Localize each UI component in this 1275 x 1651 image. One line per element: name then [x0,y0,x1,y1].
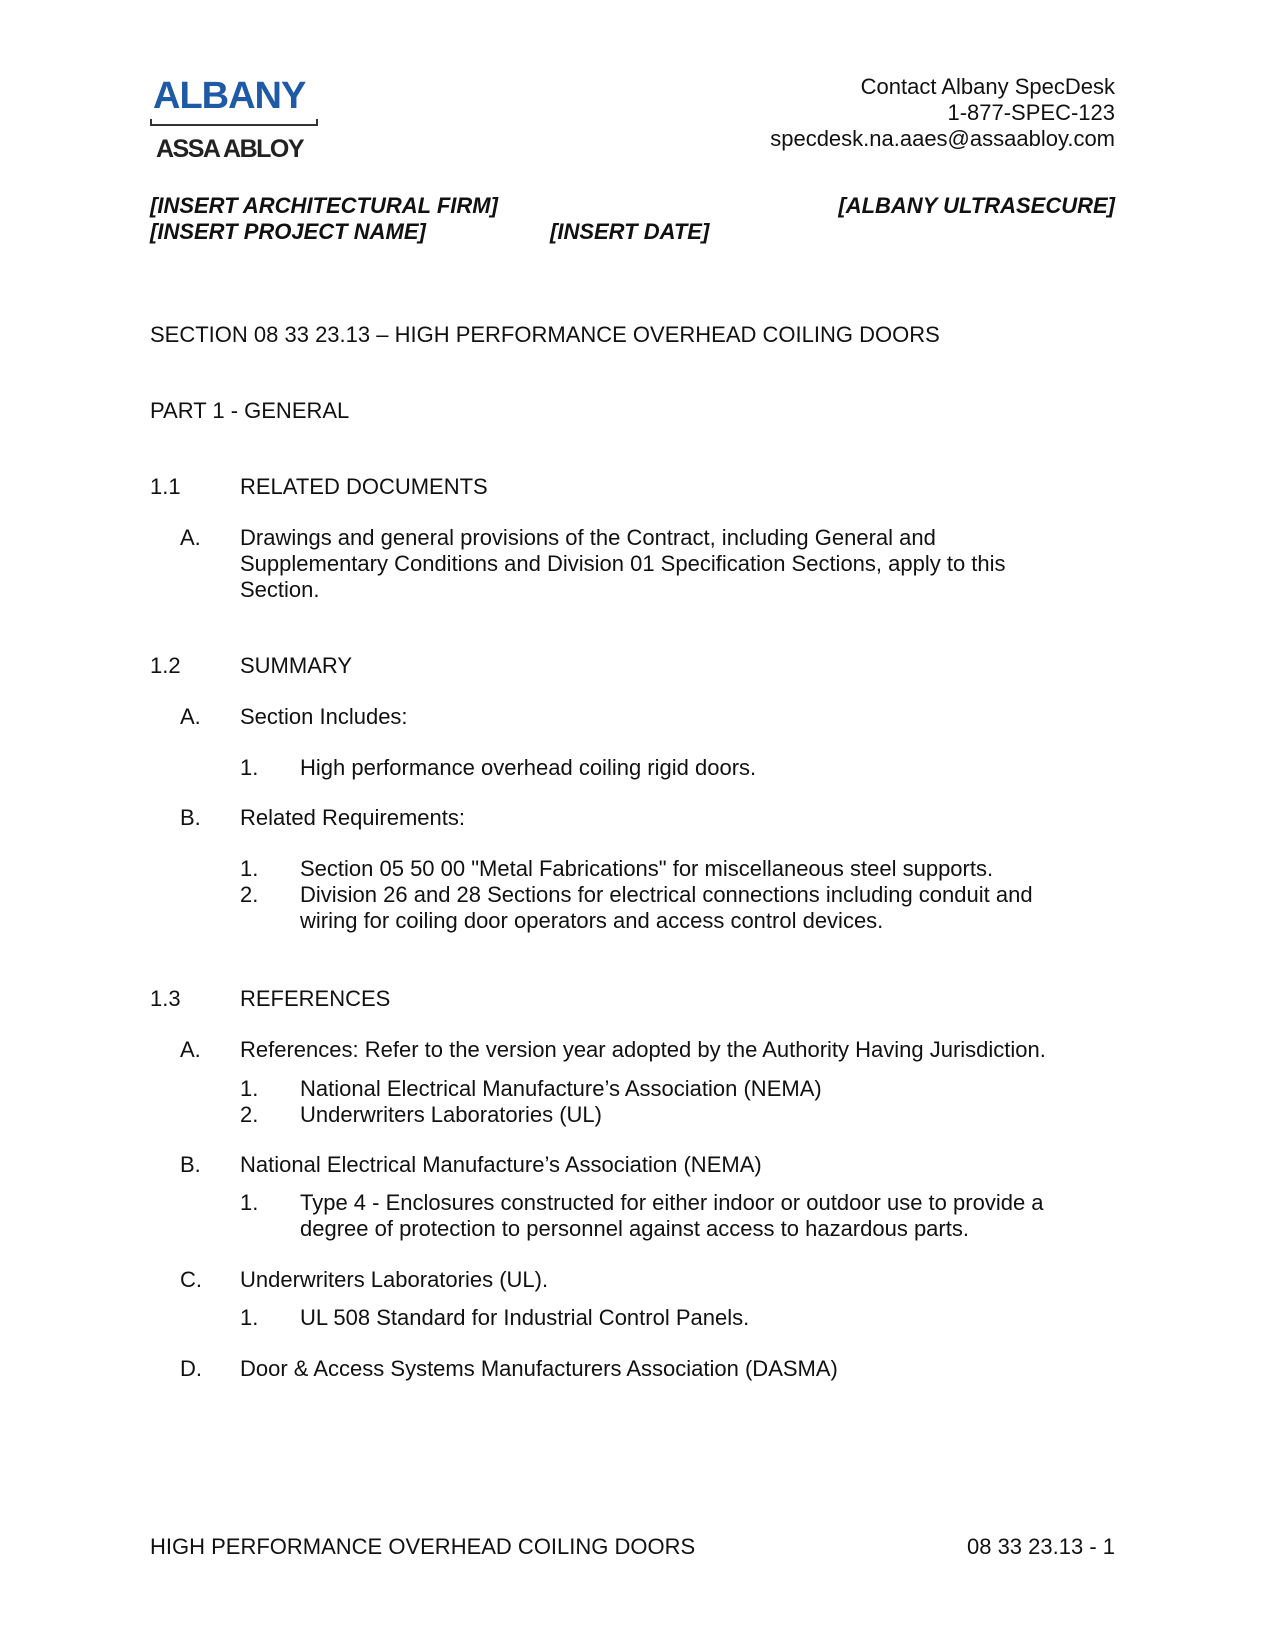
article-title: SUMMARY [240,653,353,678]
date-placeholder: [INSERT DATE] [550,219,710,244]
logo-divider-tick-right [316,119,318,126]
subparagraph-text-line: wiring for coiling door operators and access control devices. [300,908,884,933]
subparagraph-text: National Electrical Manufacture’s Association (NEMA) [300,1076,822,1101]
article-title: REFERENCES [240,986,391,1011]
logo-divider-tick-left [150,119,152,126]
paragraph-label: B. [180,805,201,830]
article-number: 1.1 [150,474,181,499]
project-name-placeholder: [INSERT PROJECT NAME] [150,219,426,244]
paragraph-label: D. [180,1356,202,1381]
subparagraph-label: 1. [240,1305,259,1330]
paragraph-text-line: Drawings and general provisions of the Contract, including General and [240,525,936,550]
article-title: RELATED DOCUMENTS [240,474,488,499]
subparagraph-label: 2. [240,882,259,907]
article-number: 1.3 [150,986,181,1011]
subparagraph-text-line: Type 4 - Enclosures constructed for either indoor or outdoor use to provide a [300,1190,1044,1215]
contact-email: specdesk.na.aaes@assaabloy.com [770,126,1115,151]
subparagraph-label: 1. [240,1190,259,1215]
albany-logo-text: ALBANY [153,75,306,117]
footer-title: HIGH PERFORMANCE OVERHEAD COILING DOORS [150,1534,696,1559]
paragraph-label: B. [180,1152,201,1177]
contact-phone: 1-877-SPEC-123 [947,100,1115,125]
paragraph-text: References: Refer to the version year adopted by the Authority Having Jurisdiction. [240,1037,1046,1062]
part-title: PART 1 - GENERAL [150,398,350,423]
paragraph-text: Section Includes: [240,704,408,729]
subparagraph-label: 1. [240,755,259,780]
subparagraph-text: Underwriters Laboratories (UL) [300,1102,602,1127]
paragraph-label: C. [180,1267,202,1292]
paragraph-label: A. [180,525,201,550]
subparagraph-text-line: Division 26 and 28 Sections for electrical connections including conduit and [300,882,1033,907]
paragraph-text: Underwriters Laboratories (UL). [240,1267,549,1292]
article-number: 1.2 [150,653,181,678]
contact-title: Contact Albany SpecDesk [860,74,1115,99]
paragraph-text: Related Requirements: [240,805,466,830]
subparagraph-label: 2. [240,1102,259,1127]
architectural-firm-placeholder: [INSERT ARCHITECTURAL FIRM] [150,193,498,218]
assa-abloy-logo-text: ASSA ABLOY [156,135,304,163]
logo-divider [150,124,318,126]
subparagraph-text: Section 05 50 00 "Metal Fabrications" for miscellaneous steel supports. [300,856,994,881]
paragraph-label: A. [180,1037,201,1062]
section-title: SECTION 08 33 23.13 – HIGH PERFORMANCE OVERHEAD COILING DOORS [150,322,940,347]
paragraph-text: National Electrical Manufacture’s Association (NEMA) [240,1152,762,1177]
paragraph-text: Door & Access Systems Manufacturers Association (DASMA) [240,1356,838,1381]
paragraph-label: A. [180,704,201,729]
subparagraph-text-line: degree of protection to personnel against access to hazardous parts. [300,1216,969,1241]
subparagraph-label: 1. [240,856,259,881]
subparagraph-text: High performance overhead coiling rigid doors. [300,755,757,780]
product-name-placeholder: [ALBANY ULTRASECURE] [838,193,1115,218]
subparagraph-text: UL 508 Standard for Industrial Control Panels. [300,1305,750,1330]
paragraph-text-line: Section. [240,577,320,602]
footer-page-number: 08 33 23.13 - 1 [966,1534,1115,1559]
paragraph-text-line: Supplementary Conditions and Division 01 Specification Sections, apply to this [240,551,1006,576]
subparagraph-label: 1. [240,1076,259,1101]
